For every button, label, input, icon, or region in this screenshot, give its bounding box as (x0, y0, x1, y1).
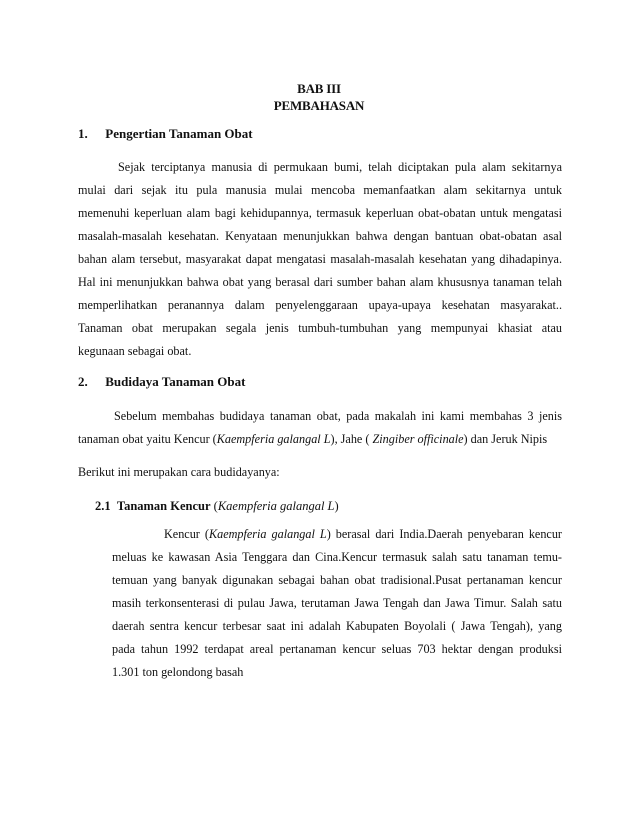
paragraph-line: temuan yang banyak digunakan sebagai bahan obat tradisional.Pusat pertanaman kencur (112, 573, 562, 587)
paragraph-line: daerah sentra kencur terbesar saat ini adalah Kabupaten Boyolali ( Jawa Tengah), yang (112, 619, 562, 633)
subsection-2-1-heading: 2.1 Tanaman Kencur (Kaempferia galangal L) (95, 499, 339, 513)
paragraph-line: mulai dari sejak itu pula manusia mulai mencoba memanfaatkan alam sekitarnya untuk (78, 183, 562, 197)
section-2-number: 2. (78, 374, 88, 389)
section-1-title: Pengertian Tanaman Obat (105, 126, 253, 141)
section-1-heading (78, 126, 253, 142)
latin-name: Kaempferia galangal L (217, 499, 335, 513)
paragraph-line: meluas ke kawasan Asia Tenggara dan Cina.Kencur termasuk salah satu tanaman temu- (112, 550, 562, 564)
paragraph-line: Sebelum membahas budidaya tanaman obat, pada makalah ini kami membahas 3 jenis (114, 409, 562, 423)
section-2-title: Budidaya Tanaman Obat (105, 374, 246, 389)
paragraph-line: tanaman obat yaitu Kencur (Kaempferia galangal L), Jahe ( Zingiber officinale) dan Jeruk Nipis (78, 432, 548, 446)
latin-name: Kaempferia galangal L (208, 527, 327, 541)
paragraph-line: 1.301 ton gelondong basah (112, 665, 244, 679)
subsection-2-1-paragraph (112, 523, 562, 684)
paragraph-line: pada tahun 1992 terdapat areal pertanaman kencur seluas 703 hektar dengan produksi (112, 642, 562, 656)
section-1-paragraph (78, 156, 562, 363)
latin-name: Kaempferia galangal L (216, 432, 331, 446)
subsection-name: Tanaman Kencur (116, 499, 211, 513)
paragraph-line: bahan alam tersebut, masyarakat dapat mengatasi masalah-masalah kesehatan yang dihadapinya. (78, 252, 562, 266)
paragraph-line: memenuhi keperluan alam bagi kehidupannya, termasuk keperluan obat-obatan untuk mengatasi (78, 206, 562, 220)
paragraph-line: memperlihatkan peranannya dalam penyelenggaraan upaya-upaya kesehatan masyarakat.. (78, 298, 562, 312)
paragraph-line: masalah-masalah kesehatan. Kenyataan menunjukkan bahwa dengan bantuan obat-obatan asal (78, 229, 562, 243)
paragraph-line: kegunaan sebagai obat. (78, 344, 192, 358)
latin-name: Zingiber officinale (372, 432, 464, 446)
section-2-heading (78, 374, 245, 390)
section-2-following-text: Berikut ini merupakan cara budidayanya: (78, 465, 280, 479)
subsection-number: 2.1 (95, 499, 111, 513)
section-1-number: 1. (78, 126, 88, 141)
chapter-title: PEMBAHASAN (273, 98, 365, 113)
section-2-intro (78, 405, 562, 451)
paragraph-line: Sejak terciptanya manusia di permukaan bumi, telah diciptakan pula alam sekitarnya (118, 160, 562, 174)
paragraph-line: Kencur (Kaempferia galangal L) berasal dari India.Daerah penyebaran kencur (164, 527, 562, 541)
paragraph-line: masih terkonsenterasi di pulau Jawa, terutaman Jawa Tengah dan Jawa Timur. Salah satu (112, 596, 562, 610)
chapter-number: BAB III (297, 81, 341, 96)
paragraph-line: Hal ini menunjukkan bahwa obat yang berasal dari sumber bahan alam khususnya tanaman telah (78, 275, 562, 289)
paragraph-line: Tanaman obat merupakan segala jenis tumbuh-tumbuhan yang mempunyai khasiat atau (78, 321, 562, 335)
